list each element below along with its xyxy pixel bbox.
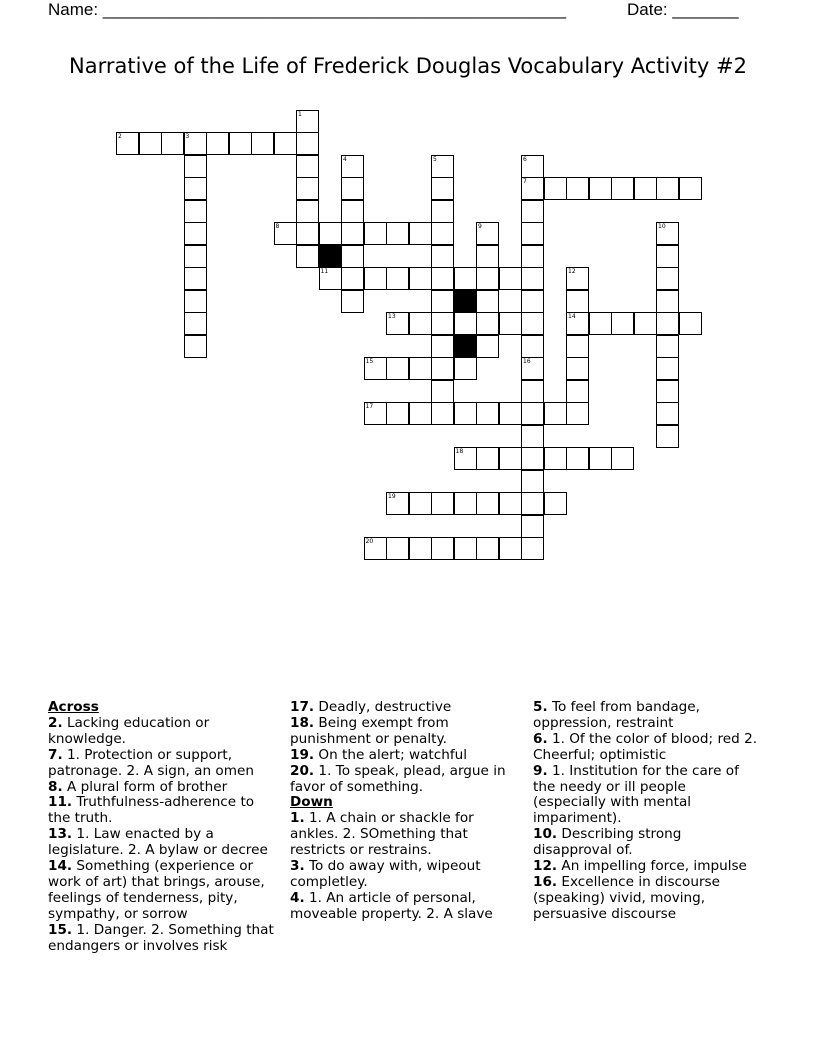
crossword-cell[interactable]: [409, 312, 432, 335]
crossword-cell[interactable]: [341, 155, 364, 178]
crossword-cell[interactable]: [296, 132, 319, 155]
crossword-cell[interactable]: [431, 380, 454, 403]
crossword-cell[interactable]: [656, 245, 679, 268]
crossword-cell[interactable]: [341, 290, 364, 313]
crossword-cell[interactable]: [476, 335, 499, 358]
clue-item: 12. An impelling force, impulse: [533, 858, 747, 875]
clue-number: 7: [523, 178, 527, 185]
crossword-cell[interactable]: [296, 155, 319, 178]
crossword-cell[interactable]: [274, 222, 297, 245]
crossword-cell[interactable]: [431, 267, 454, 290]
clue-number: 11: [320, 268, 329, 275]
clue-item: 15. 1. Danger. 2. Something that endangers or involves risk: [48, 921, 274, 954]
crossword-cell[interactable]: [184, 132, 207, 155]
crossword-cell[interactable]: [409, 537, 432, 560]
clue-item: 8. A plural form of brother: [48, 778, 228, 795]
crossword-cell[interactable]: [364, 357, 387, 380]
crossword-cell[interactable]: [364, 267, 387, 290]
crossword-cell[interactable]: [409, 267, 432, 290]
crossword-cell[interactable]: [499, 402, 522, 425]
crossword-cell[interactable]: [296, 222, 319, 245]
clue-item: 6. 1. Of the color of blood; red 2. Cheerful; optimistic: [533, 730, 758, 763]
crossword-cell[interactable]: [521, 200, 544, 223]
crossword-cell[interactable]: [634, 177, 657, 200]
crossword-cell[interactable]: [521, 425, 544, 448]
crossword-cell[interactable]: [521, 470, 544, 493]
clue-item: 10. Describing strong disapproval of.: [533, 826, 682, 859]
clue-item: 16. Excellence in discourse (speaking) vivid, moving, persuasive discourse: [533, 873, 720, 922]
crossword-cell[interactable]: [611, 447, 634, 470]
crossword-cell[interactable]: [139, 132, 162, 155]
clue-number: 5: [433, 155, 437, 163]
crossword-cell[interactable]: [454, 267, 477, 290]
crossword-cell[interactable]: [409, 402, 432, 425]
crossword-cell[interactable]: [229, 132, 252, 155]
clue-number: 20: [365, 538, 374, 545]
clue-number: 17: [365, 403, 374, 410]
crossword-cell[interactable]: [409, 492, 432, 515]
crossword-cell[interactable]: [386, 222, 409, 245]
crossword-cell[interactable]: [319, 222, 342, 245]
crossword-cell[interactable]: [431, 290, 454, 313]
crossword-cell[interactable]: [454, 357, 477, 380]
clue-item: 7. 1. Protection or support, patronage. 2. A sign, an omen: [48, 746, 254, 779]
crossword-cell[interactable]: [454, 447, 477, 470]
crossword-cell[interactable]: [656, 357, 679, 380]
crossword-cell[interactable]: [431, 312, 454, 335]
crossword-cell[interactable]: [521, 402, 544, 425]
crossword-cell[interactable]: [521, 312, 544, 335]
crossword-cell[interactable]: [184, 335, 207, 358]
crossword-cell[interactable]: [431, 537, 454, 560]
crossword-cell[interactable]: [521, 335, 544, 358]
crossword-cell[interactable]: [454, 537, 477, 560]
crossword-cell[interactable]: [431, 222, 454, 245]
clue-number: 3: [185, 133, 190, 140]
crossword-cell[interactable]: [386, 537, 409, 560]
page-title: Narrative of the Life of Frederick Douglas Vocabulary Activity #2: [69, 54, 747, 78]
crossword-cell[interactable]: [679, 312, 702, 335]
crossword-cell[interactable]: [341, 177, 364, 200]
clue-number: 19: [388, 493, 396, 500]
clue-item: 19. On the alert; watchful: [290, 746, 468, 763]
crossword-cell[interactable]: [206, 132, 229, 155]
crossword-cell[interactable]: [656, 267, 679, 290]
crossword-cell[interactable]: [656, 222, 679, 245]
crossword-cell[interactable]: [499, 537, 522, 560]
crossword-cell[interactable]: [296, 110, 319, 133]
crossword-cell[interactable]: [656, 425, 679, 448]
crossword-cell[interactable]: [656, 380, 679, 403]
clue-number: 18: [455, 448, 464, 455]
crossword-cell[interactable]: [116, 132, 139, 155]
crossword-cell[interactable]: [476, 290, 499, 313]
clue-number: 2: [118, 133, 122, 140]
crossword-cell[interactable]: [364, 537, 387, 560]
crossword-cell[interactable]: [476, 222, 499, 245]
clue-item: 13. 1. Law enacted by a legislature. 2. A bylaw or decree: [48, 826, 268, 859]
crossword-cell[interactable]: [454, 492, 477, 515]
crossword-cell[interactable]: [656, 335, 679, 358]
crossword-cell[interactable]: [296, 245, 319, 268]
crossword-cell[interactable]: [521, 177, 544, 200]
clue-number: 9: [478, 223, 482, 230]
name-line[interactable]: Name: _________________________________________________: [48, 0, 567, 19]
clue-number: 16: [523, 358, 531, 365]
crossword-cell[interactable]: [566, 380, 589, 403]
crossword-cell[interactable]: [521, 245, 544, 268]
crossword-cell[interactable]: [341, 222, 364, 245]
crossword-cell[interactable]: [431, 335, 454, 358]
crossword-cell[interactable]: [566, 177, 589, 200]
crossword-cell[interactable]: [341, 267, 364, 290]
crossword-cell[interactable]: [364, 222, 387, 245]
crossword-cell[interactable]: [521, 537, 544, 560]
clues-column-1: [48, 700, 280, 955]
crossword-cell[interactable]: [296, 200, 319, 223]
crossword-cell[interactable]: [499, 312, 522, 335]
clue-number: 10: [658, 223, 666, 230]
clue-number: 8: [275, 223, 280, 230]
crossword-cell[interactable]: [656, 290, 679, 313]
crossword-cell[interactable]: [589, 177, 612, 200]
blocked-cell: [454, 335, 477, 358]
crossword-cell[interactable]: [611, 177, 634, 200]
crossword-cell[interactable]: [184, 267, 207, 290]
clue-number: 15: [365, 358, 374, 365]
crossword-cell[interactable]: [476, 447, 499, 470]
crossword-cell[interactable]: [341, 200, 364, 223]
crossword-cell[interactable]: [566, 290, 589, 313]
clue-number: 4: [343, 155, 347, 163]
crossword-cell[interactable]: [184, 222, 207, 245]
crossword-cell[interactable]: [184, 177, 207, 200]
blocked-cell: [454, 290, 477, 313]
crossword-cell[interactable]: [184, 245, 207, 268]
clue-item: 11. Truthfulness-adherence to the truth.: [48, 794, 255, 827]
down-heading: Down: [290, 794, 333, 811]
crossword-cell[interactable]: [184, 312, 207, 335]
clue-item: 1. 1. A chain or shackle for ankles. 2. SOmething that restricts or restrains.: [290, 810, 474, 859]
clue-item: 17. Deadly, destructive: [290, 699, 452, 715]
crossword-cell[interactable]: [634, 312, 657, 335]
crossword-cell[interactable]: [499, 447, 522, 470]
crossword-cell[interactable]: [521, 492, 544, 515]
clue-item: 5. To feel from bandage, oppression, restraint: [533, 699, 700, 731]
crossword-cell[interactable]: [521, 290, 544, 313]
crossword-cell[interactable]: [431, 492, 454, 515]
crossword-cell[interactable]: [611, 312, 634, 335]
crossword-cell[interactable]: [476, 267, 499, 290]
crossword-cell[interactable]: [656, 312, 679, 335]
crossword-cell[interactable]: [476, 492, 499, 515]
crossword-cell[interactable]: [521, 380, 544, 403]
clue-item: 4. 1. An article of personal, moveable property. 2. A slave: [290, 889, 493, 922]
across-heading: Across: [48, 699, 99, 715]
crossword-cell[interactable]: [521, 267, 544, 290]
crossword-cell[interactable]: [544, 177, 567, 200]
crossword-cell[interactable]: [431, 155, 454, 178]
crossword-cell[interactable]: [184, 290, 207, 313]
clue-item: 3. To do away with, wipeout completley.: [290, 858, 481, 890]
clues-column-3: [533, 700, 763, 923]
crossword-cell[interactable]: [274, 132, 297, 155]
crossword-cell[interactable]: [521, 515, 544, 538]
crossword-cell[interactable]: [386, 402, 409, 425]
clues-column-2: [290, 700, 526, 923]
crossword-cell[interactable]: [431, 402, 454, 425]
crossword-cell[interactable]: [521, 447, 544, 470]
crossword-cell[interactable]: [566, 267, 589, 290]
crossword-cell[interactable]: [589, 447, 612, 470]
crossword-cell[interactable]: [499, 492, 522, 515]
crossword-cell[interactable]: [566, 402, 589, 425]
crossword-cell[interactable]: [386, 357, 409, 380]
crossword-cell[interactable]: [544, 402, 567, 425]
crossword-cell[interactable]: [589, 312, 612, 335]
crossword-cell[interactable]: [476, 537, 499, 560]
crossword-cell[interactable]: [431, 177, 454, 200]
crossword-cell[interactable]: [386, 267, 409, 290]
crossword-cell[interactable]: [566, 357, 589, 380]
clue-number: 1: [298, 110, 302, 118]
crossword-cell[interactable]: [656, 402, 679, 425]
clue-number: 13: [388, 313, 396, 320]
crossword-cell[interactable]: [521, 222, 544, 245]
crossword-cell[interactable]: [409, 222, 432, 245]
crossword-cell[interactable]: [454, 312, 477, 335]
crossword-cell[interactable]: [476, 312, 499, 335]
crossword-cell[interactable]: [499, 267, 522, 290]
crossword-cell[interactable]: [184, 155, 207, 178]
crossword-cell[interactable]: [409, 357, 432, 380]
clue-item: 20. 1. To speak, plead, argue in favor of something.: [290, 762, 506, 795]
crossword-cell[interactable]: [476, 245, 499, 268]
clue-number: 6: [523, 155, 527, 163]
crossword-cell[interactable]: [544, 492, 567, 515]
crossword-cell[interactable]: [386, 492, 409, 515]
crossword-cell[interactable]: [679, 177, 702, 200]
crossword-cell[interactable]: [566, 312, 589, 335]
crossword-cell[interactable]: [566, 335, 589, 358]
crossword-cell[interactable]: [431, 200, 454, 223]
clue-item: 2. Lacking education or knowledge.: [48, 714, 210, 747]
crossword-cell[interactable]: [566, 447, 589, 470]
blocked-cell: [319, 245, 342, 268]
crossword-cell[interactable]: [341, 245, 364, 268]
crossword-cell[interactable]: [251, 132, 274, 155]
crossword-cell[interactable]: [431, 245, 454, 268]
crossword-cell[interactable]: [476, 402, 499, 425]
clue-number: 14: [568, 313, 576, 320]
crossword-cell[interactable]: [364, 402, 387, 425]
crossword-cell[interactable]: [184, 200, 207, 223]
crossword-cell[interactable]: [161, 132, 184, 155]
crossword-cell[interactable]: [521, 155, 544, 178]
clue-item: 18. Being exempt from punishment or penalty.: [290, 714, 449, 747]
crossword-cell[interactable]: [431, 357, 454, 380]
crossword-cell[interactable]: [296, 177, 319, 200]
clue-number: 12: [568, 268, 576, 275]
date-line[interactable]: Date: _______: [627, 0, 739, 19]
crossword-cell[interactable]: [454, 402, 477, 425]
crossword-cell[interactable]: [319, 267, 342, 290]
crossword-cell[interactable]: [521, 357, 544, 380]
crossword-cell[interactable]: [386, 312, 409, 335]
clue-item: 9. 1. Institution for the care of the needy or ill people (especially with mental impariment).: [533, 762, 739, 827]
clue-item: 14. Something (experience or work of art) that brings, arouse, feelings of tenderness, pity, sympathy, or sorrow: [48, 858, 265, 922]
crossword-cell[interactable]: [656, 177, 679, 200]
crossword-cell[interactable]: [544, 447, 567, 470]
